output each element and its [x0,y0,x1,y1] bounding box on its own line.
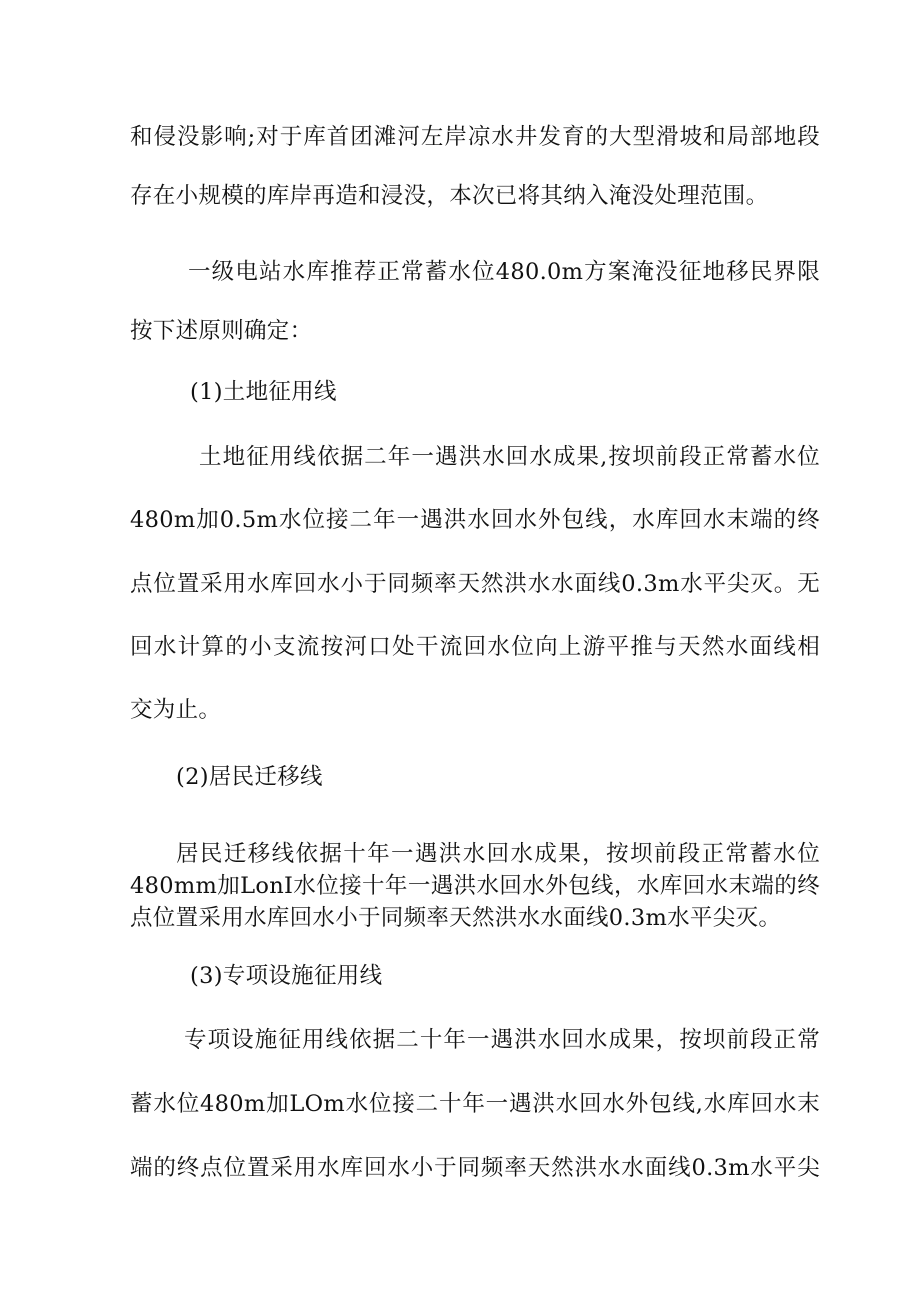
paragraph-line: 一级电站水库推荐正常蓄水位480.0m方案淹没征地移民界限 [188,259,820,285]
paragraph-line: 蓄水位480m加LOm水位接二十年一遇洪水回水外包线,水库回水末 [130,1091,820,1117]
paragraph-line: 端的终点位置采用水库回水小于同频率天然洪水水面线0.3m水平尖 [130,1155,820,1181]
paragraph-line: 存在小规模的库岸再造和浸没，本次已将其纳入淹没处理范围。 [130,183,769,209]
paragraph-line: 480mm加LonI水位接十年一遇洪水回水外包线，水库回水末端的终 [130,873,820,899]
paragraph-line: 点位置采用水库回水小于同频率天然洪水水面线0.3m水平尖灭。无 [130,571,820,597]
paragraph-line: 土地征用线依据二年一遇洪水回水成果,按坝前段正常蓄水位 [199,444,820,470]
paragraph-line: 专项设施征用线依据二十年一遇洪水回水成果，按坝前段正常 [184,1027,820,1053]
section-heading: (2)居民迁移线 [176,764,323,790]
section-heading: (3)专项设施征用线 [190,963,383,989]
paragraph-line: 和侵没影响;对于库首团滩河左岸凉水井发育的大型滑坡和局部地段 [130,124,820,150]
paragraph-line: 480m加0.5m水位接二年一遇洪水回水外包线，水库回水末端的终 [130,507,820,533]
paragraph-line: 交为止。 [130,697,222,723]
paragraph-line: 回水计算的小支流按河口处干流回水位向上游平推与天然水面线相 [130,634,820,660]
section-heading: (1)土地征用线 [190,379,337,405]
paragraph-line: 居民迁移线依据十年一遇洪水回水成果，按坝前段正常蓄水位 [176,841,820,867]
paragraph-line: 点位置采用水库回水小于同频率天然洪水水面线0.3m水平尖灭。 [130,905,782,931]
paragraph-line: 按下述原则确定： [130,318,313,344]
